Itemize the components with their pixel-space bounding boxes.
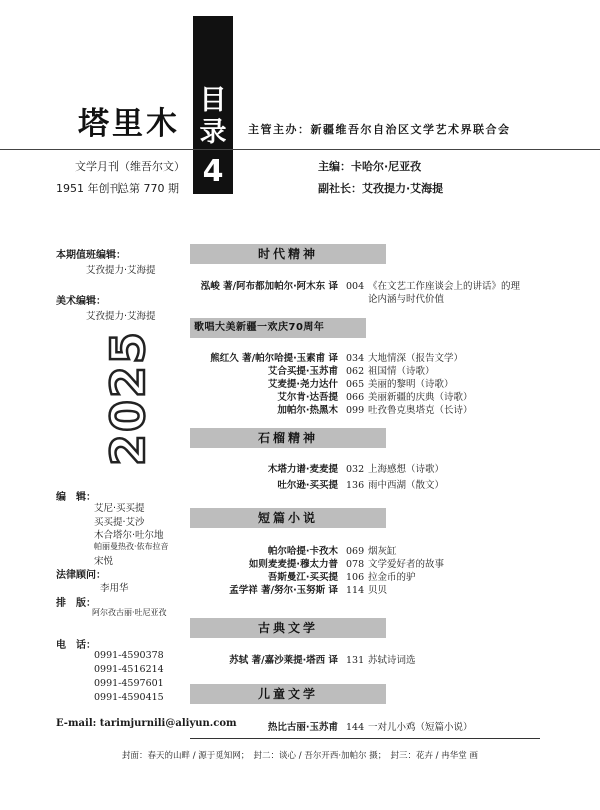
founded-year: 1951 年创刊 bbox=[56, 182, 121, 195]
editor-name: 宋悦 bbox=[94, 556, 114, 567]
editor-name: 艾尼·买买提 bbox=[94, 503, 145, 514]
duty-editor-label: 本期值班编辑： bbox=[56, 250, 126, 261]
duty-editor: 艾孜提力·艾海提 bbox=[86, 265, 156, 276]
entry-page: 131 bbox=[346, 655, 365, 666]
entry-author: 吾斯曼江·买买提 bbox=[267, 572, 338, 583]
editor-name: 买买提·艾沙 bbox=[94, 517, 145, 528]
section-header-pomegranate-spirit bbox=[190, 428, 386, 448]
footer-divider bbox=[190, 738, 540, 739]
toc-label-char-1: 目 bbox=[199, 85, 227, 116]
entry-page: 066 bbox=[346, 392, 365, 403]
section-header-era-spirit bbox=[190, 244, 386, 264]
art-editor: 艾孜提力·艾海提 bbox=[86, 311, 156, 322]
legal-advisor-label: 法律顾问： bbox=[56, 570, 106, 581]
entry-page: 065 bbox=[346, 379, 365, 390]
entry-title: 上海感想（诗歌） bbox=[368, 464, 445, 475]
deputy-director: 副社长：艾孜提力·艾海提 bbox=[318, 182, 444, 195]
section-header-celebrate-xinjiang bbox=[190, 318, 366, 338]
entry-author: 艾合买提·玉苏甫 bbox=[267, 366, 338, 377]
chief-editor: 主编：卡哈尔·尼亚孜 bbox=[318, 160, 422, 173]
editor-name: 木合塔尔·吐尔地 bbox=[94, 530, 164, 541]
entry-page: 062 bbox=[346, 366, 365, 377]
entry-author: 苏轼 著/嘉沙莱提·塔西 译 bbox=[229, 655, 338, 666]
section-title: 古典文学 bbox=[257, 621, 318, 635]
entry-page: 114 bbox=[346, 585, 365, 596]
entry-author: 加帕尔·热黑木 bbox=[277, 405, 338, 416]
entry-author: 热比古丽·玉苏甫 bbox=[267, 722, 338, 733]
phone-label: 电 话： bbox=[56, 640, 96, 651]
phone-number: 0991-4590378 bbox=[94, 650, 164, 661]
section-title: 时代精神 bbox=[257, 247, 318, 261]
email-address: E-mail: tarimjurnili@aliyun.com bbox=[56, 718, 237, 729]
entry-title: 文学爱好者的故事 bbox=[368, 559, 445, 570]
header-divider bbox=[0, 149, 600, 150]
section-title: 短篇小说 bbox=[257, 511, 318, 525]
entry-title: 苏轼诗词选 bbox=[368, 655, 416, 666]
entry-page: 034 bbox=[346, 353, 365, 364]
legal-advisor: 李用华 bbox=[100, 583, 129, 594]
entry-title-line-2: 论内涵与时代价值 bbox=[368, 294, 445, 305]
editors-label: 编 辑： bbox=[56, 492, 96, 503]
entry-title: 一对儿小鸡（短篇小说） bbox=[368, 722, 473, 733]
entry-page: 099 bbox=[346, 405, 365, 416]
section-title: 儿童文学 bbox=[257, 687, 318, 701]
entry-page: 136 bbox=[346, 480, 365, 491]
section-title: 石榴精神 bbox=[257, 431, 318, 445]
year-2025: 2025 bbox=[101, 329, 155, 467]
entry-title: 拉金币的驴 bbox=[368, 572, 416, 583]
magazine-subtitle: 文学月刊（维吾尔文） bbox=[75, 160, 185, 173]
toc-label-char-2: 录 bbox=[199, 117, 227, 148]
entry-title: 美丽新疆的庆典（诗歌） bbox=[368, 392, 473, 403]
entry-author: 吐尔逊·买买提 bbox=[277, 480, 338, 491]
entry-page: 144 bbox=[346, 722, 365, 733]
entry-author: 帕尔哈提·卡孜木 bbox=[267, 546, 338, 557]
entry-title: 《在文艺工作座谈会上的讲话》的理 bbox=[368, 281, 521, 292]
entry-title: 祖国情（诗歌） bbox=[368, 366, 435, 377]
entry-author: 熊红久 著/帕尔哈提·玉素甫 译 bbox=[210, 353, 338, 364]
section-title: 歌唱大美新疆一欢庆70周年 bbox=[194, 322, 325, 333]
entry-page: 004 bbox=[346, 281, 365, 292]
entry-author: 木塔力谱·麦麦提 bbox=[267, 464, 338, 475]
issue-number: 4 bbox=[202, 154, 224, 189]
phone-number: 0991-4597601 bbox=[94, 678, 164, 689]
magazine-title: 塔里木 bbox=[78, 106, 180, 142]
entry-page: 106 bbox=[346, 572, 365, 583]
entry-author: 艾尔肯·达吾提 bbox=[277, 392, 338, 403]
entry-page: 069 bbox=[346, 546, 365, 557]
section-header-short-stories bbox=[190, 508, 386, 528]
cover-credits: 封面：春天的山畔 / 源于觅知网； 封二：谈心 / 吾尔开西·加帕尔 摄； 封三：花卉 / 冉华堂 画 bbox=[122, 751, 478, 761]
editor-name: 帕丽曼热孜·依布拉音 bbox=[94, 542, 169, 551]
toc-block bbox=[193, 16, 233, 194]
entry-author: 艾麦提·尧力达什 bbox=[267, 379, 338, 390]
phone-number: 0991-4516214 bbox=[94, 664, 164, 675]
entry-page: 032 bbox=[346, 464, 365, 475]
entry-title: 吐孜鲁克奥塔克（长诗） bbox=[368, 405, 473, 416]
entry-title: 贝贝 bbox=[368, 585, 388, 596]
art-editor-label: 美术编辑： bbox=[56, 296, 106, 307]
entry-author: 泓峻 著/阿布都加帕尔·阿木东 译 bbox=[200, 281, 338, 292]
sponsor-line: 主管主办：新疆维吾尔自治区文学艺术界联合会 bbox=[248, 123, 511, 136]
issue-total: 总第 770 期 bbox=[118, 182, 179, 195]
section-header-classical-literature bbox=[190, 618, 386, 638]
entry-title: 烟灰缸 bbox=[368, 546, 397, 557]
entry-author: 如则麦麦提·穆太力普 bbox=[248, 559, 338, 570]
layout-person: 阿尔孜古丽·吐尼亚孜 bbox=[92, 608, 167, 617]
entry-author: 孟学祥 著/努尔·玉努斯 译 bbox=[229, 585, 338, 596]
phone-number: 0991-4590415 bbox=[94, 692, 164, 703]
entry-page: 078 bbox=[346, 559, 365, 570]
entry-title: 大地情深（报告文学） bbox=[368, 353, 464, 364]
layout-label: 排 版： bbox=[56, 598, 96, 609]
entry-title: 美丽的黎明（诗歌） bbox=[368, 379, 454, 390]
entry-title: 雨中西湖（散文） bbox=[368, 480, 445, 491]
section-header-childrens-literature bbox=[190, 684, 386, 704]
